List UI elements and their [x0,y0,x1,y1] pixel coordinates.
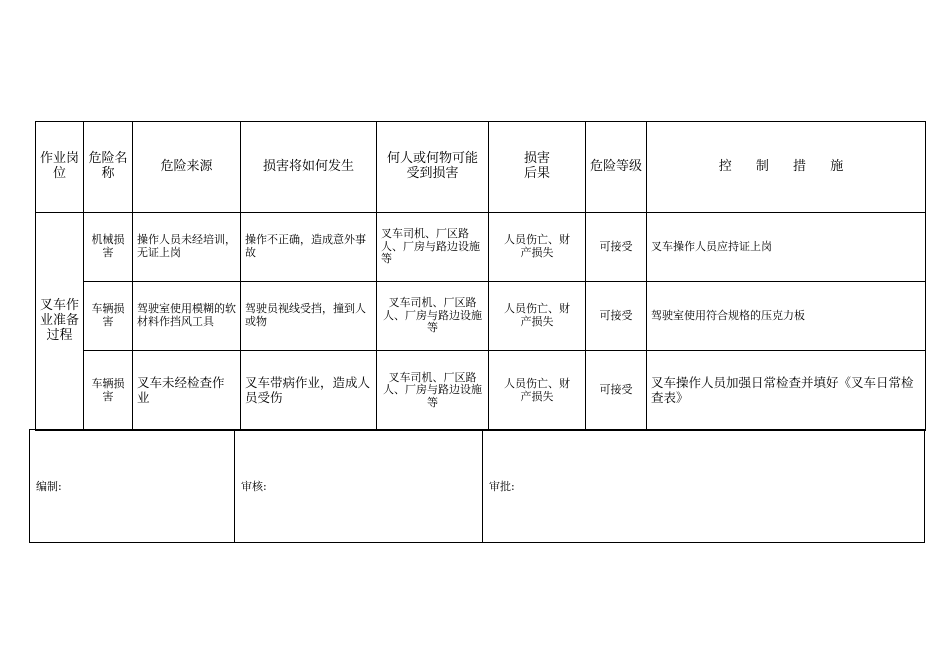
how-occur-cell: 操作不正确，造成意外事故 [241,213,377,282]
header-how-occur: 损害将如何发生 [241,122,377,213]
risk-level-cell: 可接受 [586,213,647,282]
hazard-source-cell: 驾驶室使用模糊的软材料作挡风工具 [133,282,241,351]
who-harmed-cell: 叉车司机、厂区路人、厂房与路边设施等 [377,351,489,431]
post-cell: 叉车作业准备过程 [36,213,84,431]
table-row [36,213,926,282]
header-control: 控 制 措 施 [647,122,926,213]
control-cell: 驾驶室使用符合规格的压克力板 [647,282,926,351]
control-cell: 叉车操作人员应持证上岗 [647,213,926,282]
control-cell: 叉车操作人员加强日常检查并填好《叉车日常检查表》 [647,351,926,431]
table-row [36,282,926,351]
hazard-name-cell: 机械损害 [84,213,133,282]
risk-level-cell: 可接受 [586,282,647,351]
header-consequence: 损害后果 [489,122,586,213]
header-risk-level: 危险等级 [586,122,647,213]
consequence-cell: 人员伤亡、财产损失 [489,213,586,282]
how-occur-cell: 叉车带病作业，造成人员受伤 [241,351,377,431]
header-hazard-source: 危险来源 [133,122,241,213]
header-who-harmed: 何人或何物可能受到损害 [377,122,489,213]
signature-table [29,429,925,543]
risk-assessment-table [35,121,926,431]
hazard-source-cell: 操作人员未经培训，无证上岗 [133,213,241,282]
table-row [36,351,926,431]
hazard-name-cell: 车辆损害 [84,351,133,431]
how-occur-cell: 驾驶员视线受挡，撞到人或物 [241,282,377,351]
who-harmed-cell: 叉车司机、厂区路人、厂房与路边设施等 [377,213,489,282]
approved-by-field: 审批: [483,430,925,543]
hazard-source-cell: 叉车未经检查作业 [133,351,241,431]
header-row [36,122,926,213]
consequence-cell: 人员伤亡、财产损失 [489,351,586,431]
consequence-cell: 人员伤亡、财产损失 [489,282,586,351]
risk-level-cell: 可接受 [586,351,647,431]
hazard-name-cell: 车辆损害 [84,282,133,351]
reviewed-by-field: 审核: [235,430,483,543]
who-harmed-cell: 叉车司机、厂区路人、厂房与路边设施等 [377,282,489,351]
header-hazard-name: 危险名称 [84,122,133,213]
header-post: 作业岗位 [36,122,84,213]
compiled-by-field: 编制: [30,430,235,543]
